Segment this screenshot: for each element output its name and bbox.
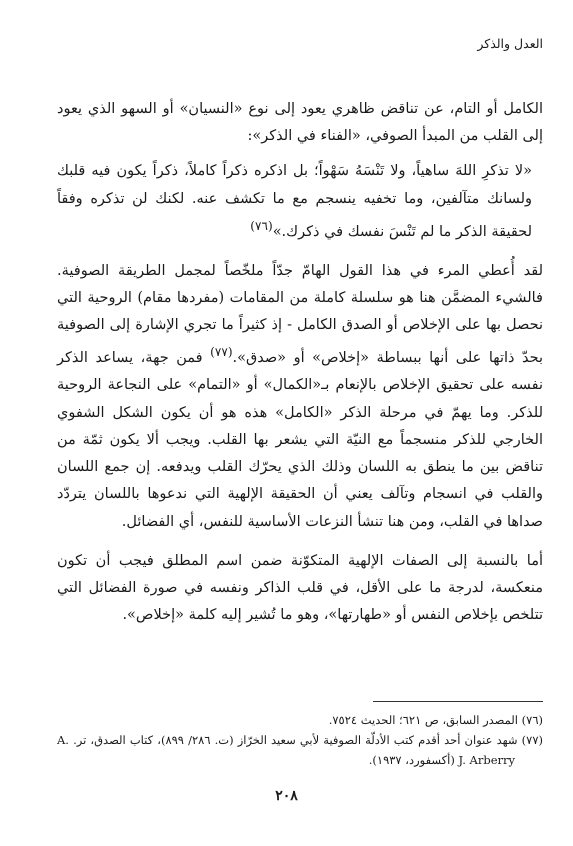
footnote-77-translator: A. J. Arberry	[57, 733, 515, 767]
footnote-77	[57, 730, 543, 770]
block-quote	[57, 158, 543, 245]
paragraph-intro: الكامل أو التام، عن تناقض ظاهري يعود إلى نوع «النسيان» أو السهو الذي يعود إلى القلب من المبدأ الصوفي، «الفناء في الذكر»:	[57, 101, 543, 145]
footnotes	[57, 710, 543, 770]
footnote-77-publication: (أكسفورد، ١٩٣٧).	[368, 753, 459, 767]
footnote-ref-77: (٧٧)	[210, 345, 233, 360]
paragraph-summary	[57, 258, 543, 536]
running-header: العدل والذكر	[477, 36, 543, 51]
paragraph-divine-attributes: أما بالنسبة إلى الصفات الإلهية المتكوّنة ضمن اسم المطلق فيجب أن تكون منعكسة، لدرجة ما على الأقل، في قلب الذاكر ونفسه في صورة الفضائل التي تتلخص بإخلاص النفس أو «طهارتها»، وهو ما تُشير إليه كلمة «إخلاص».	[57, 552, 543, 624]
paragraph-summary-part1: لقد أُعطي المرء في هذا القول الهامّ جدّاً ملخّصاً لمجمل الطريقة الصوفية. فالشيء المضمَّن هنا هو سلسلة كاملة من المقامات (مفردها مقام) الروحية التي نحصل بها على الإخلاص أو الصدق الكامل - إذ كثيراً ما تجري الإشارة إلى الصوفية بحدّ ذاتها على أنها ببساطة «إخلاص» أو «صدق».	[57, 262, 543, 367]
page-number: ٢٠٨	[275, 788, 298, 804]
body-text	[57, 96, 543, 629]
footnote-76: (٧٦) المصدر السابق، ص ٦٢١؛ الحديث ٧٥٢٤.	[328, 713, 543, 727]
quote-text: «لا تذكرِ اللهَ ساهياً، ولا تَنْسَهُ سَهْواً؛ بل اذكره ذكراً كاملاً، ذكراً يكون فيه قلبك ولسانك متآلفين، وما تخفيه ينسجم مع ما تكشف عنه. لكنك لن تذكره وفقاً لحقيقة الذكر ما لم تَنْسَ نفسك في ذكرك.»	[57, 163, 532, 240]
footnote-divider	[373, 701, 543, 702]
footnote-ref-76: (٧٦)	[250, 218, 273, 233]
footnote-77-text: (٧٧) شهد عنوان أحد أقدم كتب الأدلّة الصوفية لأبي سعيد الخرّاز (ت. ٢٨٦/ ٨٩٩)، كتاب الصدق، تر.	[68, 733, 544, 747]
paragraph-summary-part2: فمن جهة، يساعد الذكر نفسه على تحقيق الإخلاص بالإنعام بـ«الكمال» أو «التمام» على النجاعة الروحية للذكر. وما يهمّ في مرحلة الذكر «الكامل» هذه هو أن يكون الشكل الشفوي الخارجي للذكر منسجماً مع النيّة التي يشعر بها القلب. ويجب ألا يكون ثمّة من تناقض بين ما ينطق به اللسان وذلك الذي يحرّك القلب ويدفعه. إن جمع اللسان والقلب في انسجام وتآلف يعني أن الحقيقة الإلهية التي ندعوها باللسان يتردّد صداها في القلب، ومن هنا تنشأ النزعات الأساسية للنفس، أي الفضائل.	[57, 350, 543, 530]
